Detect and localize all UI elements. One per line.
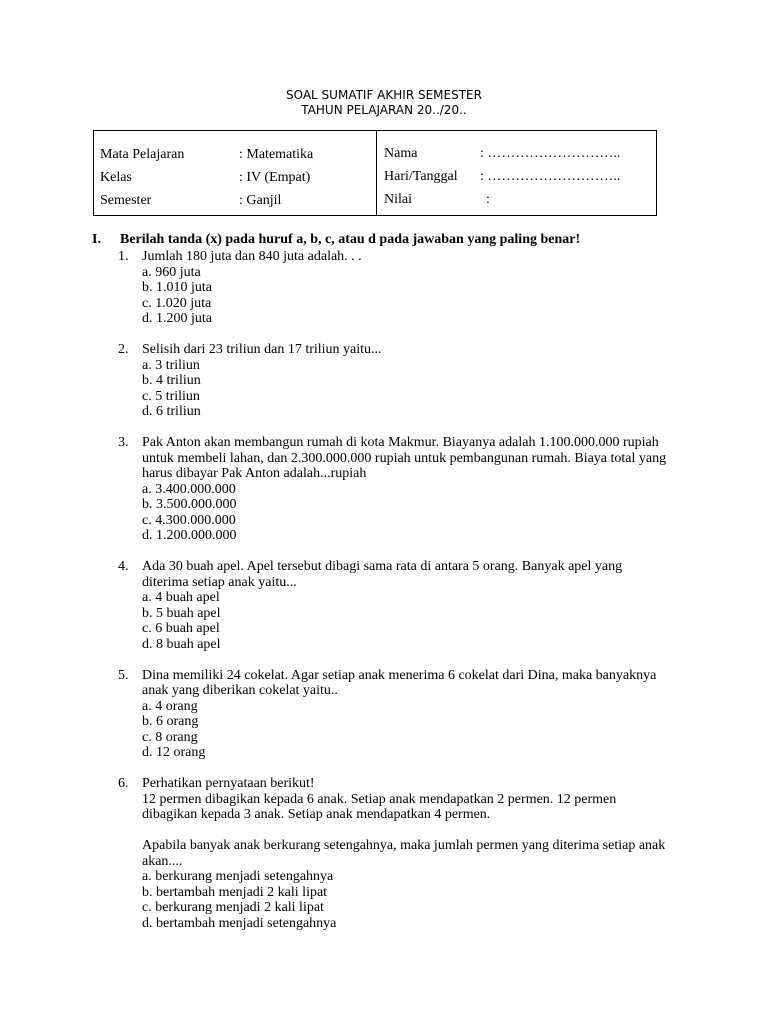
paragraph-gap (142, 823, 678, 839)
question-text: Selisih dari 23 triliun dan 17 triliun yaitu... (142, 342, 382, 357)
option-a[interactable]: a. 4 orang (142, 698, 198, 714)
question-2 (118, 342, 678, 420)
question-5 (118, 668, 678, 761)
section-heading (92, 232, 580, 248)
option-c[interactable]: c. berkurang menjadi 2 kali lipat (142, 900, 324, 915)
question-text: Dina memiliki 24 cokelat. Agar setiap anak menerima 6 cokelat dari Dina, maka banyaknya (142, 667, 657, 683)
question-text: Perhatikan pernyataan berikut! (142, 776, 315, 791)
question-number: 3. (118, 435, 129, 450)
exam-title: SOAL SUMATIF AKHIR SEMESTER (286, 88, 482, 102)
question-text: Jumlah 180 juta dan 840 juta adalah. . . (142, 249, 362, 264)
identity-divider (376, 131, 377, 215)
option-d[interactable]: d. bertambah menjadi setengahnya (142, 915, 337, 931)
name-field[interactable]: : ……………………….. (480, 146, 621, 161)
question-3 (118, 435, 678, 544)
name-label: Nama (384, 146, 418, 161)
question-6 (118, 776, 678, 931)
option-c[interactable]: c. 1.020 juta (142, 295, 212, 311)
academic-year: TAHUN PELAJARAN 20../20.. (301, 103, 467, 117)
question-number: 4. (118, 559, 129, 574)
subject-label: Mata Pelajaran (100, 147, 185, 162)
date-field[interactable]: : ……………………….. (480, 169, 621, 184)
option-c[interactable]: c. 5 triliun (142, 388, 200, 404)
option-b[interactable]: b. bertambah menjadi 2 kali lipat (142, 884, 328, 900)
document-header (0, 88, 768, 118)
question-text: diterima setiap anak yaitu... (142, 574, 297, 590)
score-label: Nilai (384, 192, 412, 207)
question-text: dibagikan kepada 3 anak. Setiap anak mendapatkan 4 permen. (142, 807, 491, 822)
question-4 (118, 559, 678, 652)
option-c[interactable]: c. 4.300.000.000 (142, 512, 236, 528)
semester-label: Semester (100, 193, 152, 208)
question-number: 6. (118, 776, 129, 791)
option-a[interactable]: a. 960 juta (142, 264, 201, 280)
option-d[interactable]: d. 8 buah apel (142, 636, 221, 652)
option-b[interactable]: b. 6 orang (142, 714, 199, 729)
option-a[interactable]: a. 4 buah apel (142, 590, 220, 605)
semester-value: : Ganjil (239, 193, 282, 208)
question-text: untuk membeli lahan, dan 2.300.000.000 rupiah untuk pembangunan rumah. Biaya total yang (142, 450, 667, 466)
question-text: Ada 30 buah apel. Apel tersebut dibagi sama rata di antara 5 orang. Banyak apel yang (142, 559, 623, 574)
option-a[interactable]: a. 3 triliun (142, 357, 200, 373)
question-text: harus dibayar Pak Anton adalah...rupiah (142, 466, 367, 481)
score-field[interactable]: : (486, 192, 490, 207)
subject-value: : Matematika (239, 147, 314, 162)
question-number: 1. (118, 249, 129, 264)
question-text: 12 permen dibagikan kepada 6 anak. Setiap anak mendapatkan 2 permen. 12 permen (142, 791, 617, 807)
option-d[interactable]: d. 6 triliun (142, 404, 201, 419)
section-number: I. (92, 232, 101, 247)
option-c[interactable]: c. 8 orang (142, 729, 198, 745)
question-number: 5. (118, 667, 129, 683)
option-d[interactable]: d. 1.200.000.000 (142, 528, 237, 543)
question-text: akan.... (142, 853, 183, 869)
question-text: anak yang diberikan cokelat yaitu.. (142, 683, 338, 698)
option-b[interactable]: b. 1.010 juta (142, 280, 212, 295)
option-a[interactable]: a. 3.400.000.000 (142, 481, 236, 497)
section-instruction: Berilah tanda (x) pada huruf a, b, c, atau d pada jawaban yang paling benar! (120, 232, 581, 247)
option-d[interactable]: d. 12 orang (142, 745, 206, 760)
class-value: : IV (Empat) (239, 170, 311, 185)
question-number: 2. (118, 342, 129, 357)
option-b[interactable]: b. 4 triliun (142, 373, 201, 388)
date-label: Hari/Tanggal (384, 169, 458, 184)
option-a[interactable]: a. berkurang menjadi setengahnya (142, 869, 334, 884)
question-1 (118, 249, 678, 327)
question-list (118, 249, 678, 947)
question-text: Pak Anton akan membangun rumah di kota Makmur. Biayanya adalah 1.100.000.000 rupiah (142, 435, 659, 450)
option-b[interactable]: b. 5 buah apel (142, 605, 221, 621)
option-d[interactable]: d. 1.200 juta (142, 311, 212, 326)
identity-box (93, 130, 657, 216)
question-text: Apabila banyak anak berkurang setengahnya, maka jumlah permen yang diterima setiap anak (142, 838, 666, 853)
class-label: Kelas (100, 170, 132, 185)
option-b[interactable]: b. 3.500.000.000 (142, 497, 237, 512)
option-c[interactable]: c. 6 buah apel (142, 621, 220, 636)
